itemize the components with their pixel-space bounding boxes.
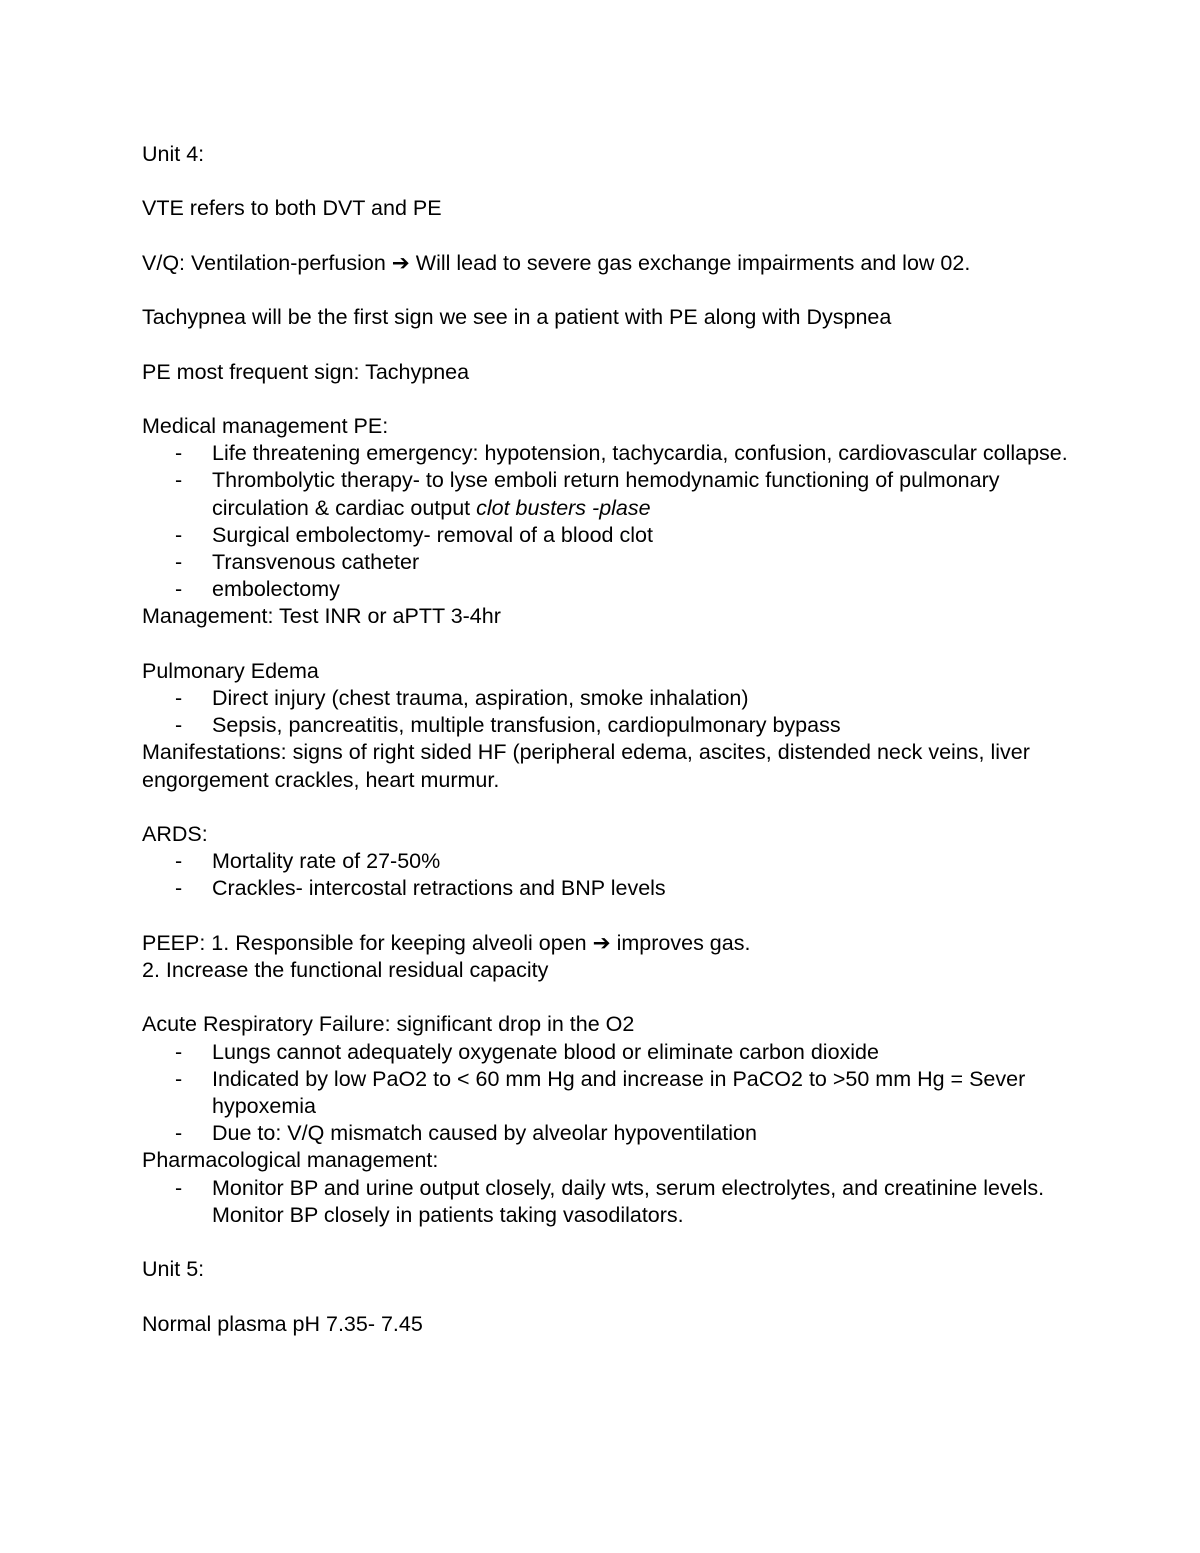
- right-arrow-icon: ➔: [592, 930, 611, 955]
- list-item: - embolectomy: [142, 576, 1072, 603]
- medical-management-list: [142, 440, 1072, 603]
- unit5-heading: Unit 5:: [142, 1257, 205, 1282]
- ards-list: [142, 848, 1072, 902]
- list-item-text: Thrombolytic therapy- to lyse emboli return hemodynamic functioning of pulmonary circulation & cardiac output: [212, 468, 1000, 520]
- list-item: - Monitor BP and urine output closely, daily wts, serum electrolytes, and creatinine levels. Monitor BP closely in patients taking vasodilators.: [142, 1175, 1072, 1229]
- list-item: - Indicated by low PaO2 to < 60 mm Hg and increase in PaCO2 to >50 mm Hg = Sever hypoxemia: [142, 1066, 1072, 1120]
- peep-line-1: [142, 930, 1072, 957]
- peep-rest: improves gas.: [616, 930, 751, 955]
- list-item: - Life threatening emergency: hypotension, tachycardia, confusion, cardiovascular collapse.: [142, 440, 1072, 467]
- list-item: - Sepsis, pancreatitis, multiple transfusion, cardiopulmonary bypass: [142, 712, 1072, 739]
- ards-heading: ARDS:: [142, 821, 208, 846]
- list-item: - Crackles- intercostal retractions and BNP levels: [142, 875, 1072, 902]
- vq-paragraph: [142, 250, 1072, 277]
- list-item: - Transvenous catheter: [142, 549, 1072, 576]
- list-item: [142, 467, 1072, 521]
- right-arrow-icon: ➔: [391, 250, 410, 275]
- medical-management-heading: Medical management PE:: [142, 413, 389, 438]
- pulmonary-edema-list: [142, 685, 1072, 739]
- list-item: - Mortality rate of 27-50%: [142, 848, 1072, 875]
- peep-lead: PEEP: 1. Responsible for keeping alveoli open: [142, 930, 587, 955]
- tachypnea-first-sign: Tachypnea will be the first sign we see in a patient with PE along with Dyspnea: [142, 305, 892, 330]
- management-test: Management: Test INR or aPTT 3-4hr: [142, 604, 501, 629]
- list-item: - Due to: V/Q mismatch caused by alveolar hypoventilation: [142, 1120, 1072, 1147]
- list-item-italic-note: clot busters -plase: [476, 495, 651, 520]
- vte-definition: VTE refers to both DVT and PE: [142, 196, 442, 221]
- pulmonary-edema-manifestations: Manifestations: signs of right sided HF (peripheral edema, ascites, distended neck veins, liver engorgement crackles, heart murmur.: [142, 740, 1030, 792]
- peep-line-2: 2. Increase the functional residual capacity: [142, 957, 549, 982]
- pharm-list: [142, 1175, 1072, 1229]
- normal-ph: Normal plasma pH 7.35- 7.45: [142, 1311, 423, 1336]
- list-item: - Lungs cannot adequately oxygenate blood or eliminate carbon dioxide: [142, 1039, 1072, 1066]
- list-item: - Surgical embolectomy- removal of a blood clot: [142, 522, 1072, 549]
- unit4-heading: Unit 4:: [142, 142, 205, 166]
- document-body: [142, 141, 1072, 1338]
- arf-heading: Acute Respiratory Failure: significant drop in the O2: [142, 1012, 635, 1037]
- list-item: - Direct injury (chest trauma, aspiration, smoke inhalation): [142, 685, 1072, 712]
- pulmonary-edema-heading: Pulmonary Edema: [142, 658, 319, 683]
- pe-most-frequent-sign: PE most frequent sign: Tachypnea: [142, 359, 470, 384]
- arf-list: [142, 1039, 1072, 1148]
- vq-lead: V/Q: Ventilation-perfusion: [142, 250, 386, 275]
- pharm-heading: Pharmacological management:: [142, 1148, 439, 1173]
- vq-rest: Will lead to severe gas exchange impairments and low 02.: [415, 250, 971, 275]
